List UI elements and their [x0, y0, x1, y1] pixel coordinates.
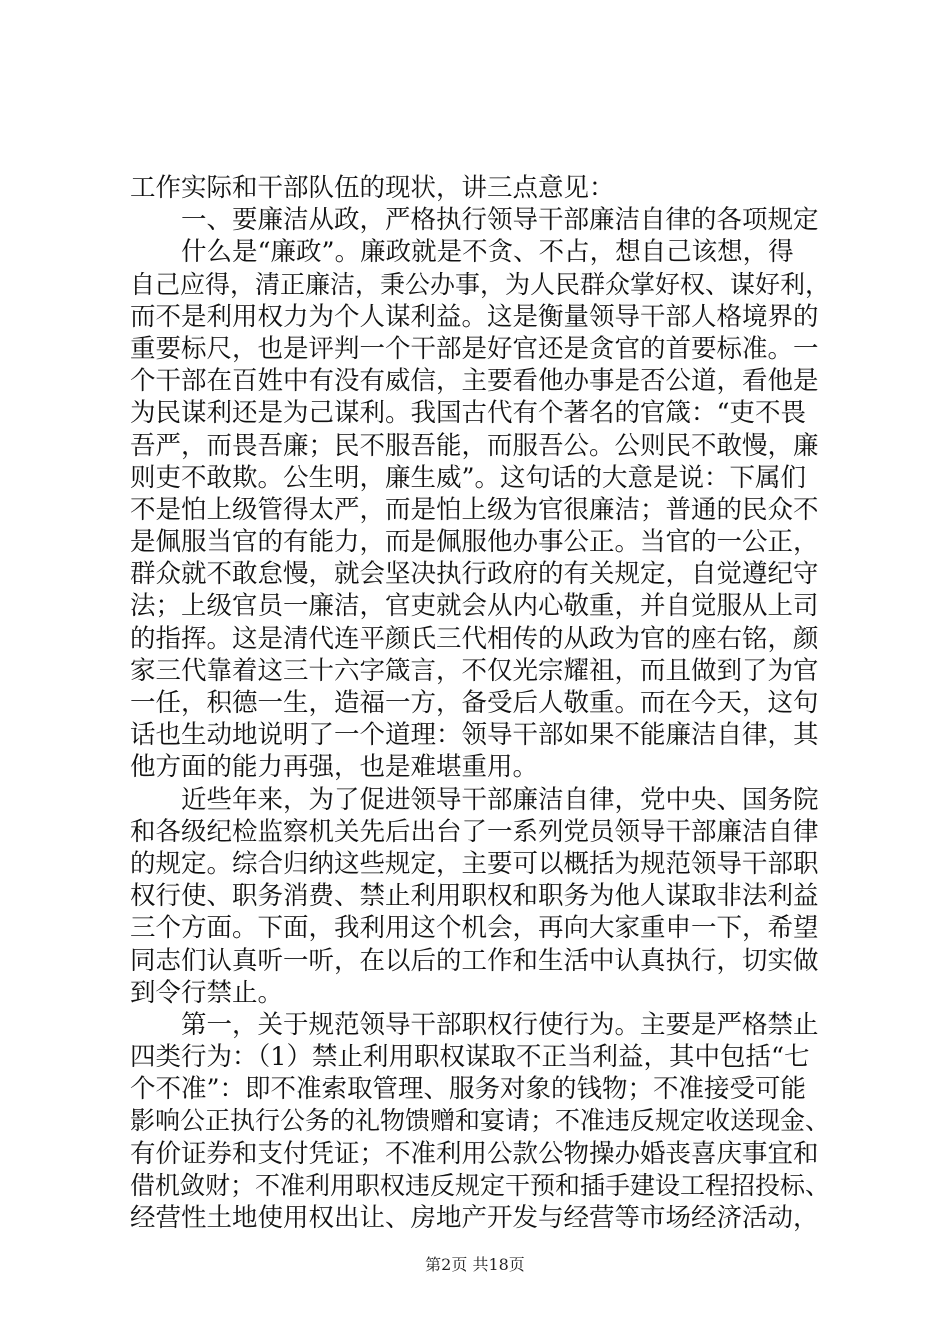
text-line: 到令行禁止。 — [130, 977, 284, 1008]
text-line: 什么是“廉政”。廉政就是不贪、不占，想自己该想，得 — [181, 237, 794, 268]
text-line: 三个方面。下面，我利用这个机会，再向大家重申一下，希望 — [130, 913, 819, 944]
text-line: 近些年来，为了促进领导干部廉洁自律，党中央、国务院 — [181, 784, 819, 815]
text-line: 话也生动地说明了一个道理：领导干部如果不能廉洁自律，其 — [130, 720, 819, 751]
text-line: 影响公正执行公务的礼物馈赠和宴请；不准违反规定收送现金、 — [130, 1106, 831, 1136]
text-line: 重要标尺，也是评判一个干部是好官还是贪官的首要标准。一 — [130, 333, 819, 364]
text-line: 一任，积德一生，造福一方，备受后人敬重。而在今天，这句 — [130, 688, 819, 718]
text-line: 借机敛财；不准利用职权违反规定干预和插手建设工程招投标、 — [130, 1170, 831, 1200]
text-line: 第一，关于规范领导干部职权行使行为。主要是严格禁止 — [181, 1009, 819, 1040]
text-line: 个干部在百姓中有没有威信，主要看他办事是否公道，看他是 — [130, 366, 819, 397]
text-line: 他方面的能力再强，也是难堪重用。 — [130, 752, 539, 783]
text-line: 的指挥。这是清代连平颜氏三代相传的从政为官的座右铭，颜 — [130, 623, 819, 654]
text-line: 群众就不敢怠慢，就会坚决执行政府的有关规定，自觉遵纪守 — [130, 559, 819, 590]
text-line: 而不是利用权力为个人谋利益。这是衡量领导干部人格境界的 — [130, 301, 819, 332]
text-line: 和各级纪检监察机关先后出台了一系列党员领导干部廉洁自律 — [130, 816, 819, 847]
text-line: 四类行为：（1）禁止利用职权谋取不正当利益，其中包括“七 — [130, 1042, 810, 1073]
text-line: 法；上级官员一廉洁，官吏就会从内心敬重，并自觉服从上司 — [130, 591, 819, 622]
page-footer: 第2页 共18页 — [425, 1255, 525, 1274]
text-line: 权行使、职务消费、禁止利用职权和职务为他人谋取非法利益 — [130, 881, 819, 912]
document-body — [130, 172, 830, 1234]
text-line: 为民谋利还是为己谋利。我国古代有个著名的官箴：“吏不畏 — [130, 398, 807, 429]
text-line: 工作实际和干部队伍的现状，讲三点意见： — [130, 173, 615, 203]
text-line: 吾严，而畏吾廉；民不服吾能，而服吾公。公则民不敢慢，廉 — [130, 430, 819, 461]
text-line: 自己应得，清正廉洁，秉公办事，为人民群众掌好权、谋好利， — [130, 269, 831, 299]
text-line: 的规定。综合归纳这些规定，主要可以概括为规范领导干部职 — [130, 848, 819, 879]
text-line: 则吏不敢欺。公生明，廉生威”。这句话的大意是说：下属们 — [130, 462, 807, 493]
text-line: 是佩服当官的有能力，而是佩服他办事公正。当官的一公正， — [130, 527, 819, 558]
text-line: 一、要廉洁从政，严格执行领导干部廉洁自律的各项规定 — [181, 205, 819, 236]
text-line: 家三代靠着这三十六字箴言，不仅光宗耀祖，而且做到了为官 — [130, 655, 819, 686]
text-line: 不是怕上级管得太严，而是怕上级为官很廉洁；普通的民众不 — [130, 494, 819, 525]
text-line: 个不准”：即不准索取管理、服务对象的钱物；不准接受可能 — [130, 1074, 807, 1105]
text-line: 有价证券和支付凭证；不准利用公款公物操办婚丧喜庆事宜和 — [130, 1138, 819, 1169]
text-line: 经营性土地使用权出让、房地产开发与经营等市场经济活动， — [130, 1203, 819, 1233]
text-line: 同志们认真听一听，在以后的工作和生活中认真执行，切实做 — [130, 945, 819, 976]
